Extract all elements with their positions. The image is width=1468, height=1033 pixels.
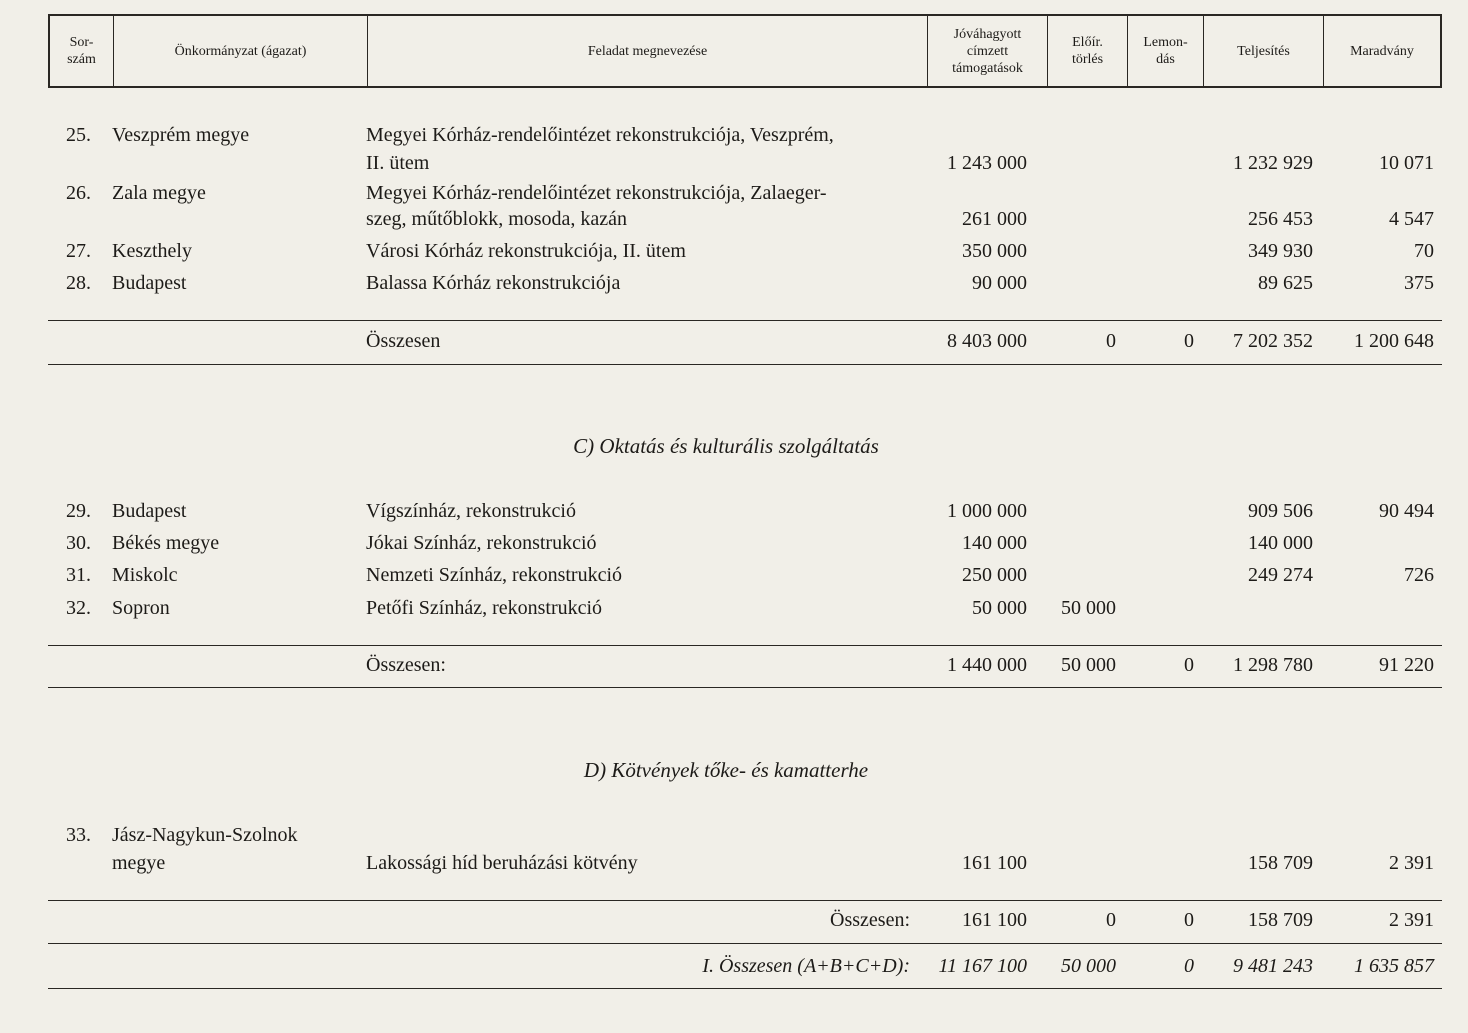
header-serial: Sor- szám [50,16,114,86]
total-approved: 1 440 000 [947,654,1027,676]
row-municipality: Békés megye [112,532,220,554]
row-completion: 249 274 [1248,564,1313,586]
divider [48,364,1442,365]
row-number: 31. [66,564,91,586]
header-deletion: Előír. törlés [1048,16,1128,86]
header-waiver: Lemon- dás [1128,16,1204,86]
row-number: 33. [66,824,91,846]
row-task-line1: Vígszínház, rekonstrukció [366,500,576,522]
row-task-line2: szeg, műtőblokk, mosoda, kazán [366,208,628,230]
header-completion: Teljesítés [1204,16,1324,86]
row-approved: 250 000 [962,564,1027,586]
divider [48,988,1442,989]
row-completion: 349 930 [1248,240,1313,262]
table-header [48,14,1442,88]
row-completion: 909 506 [1248,500,1313,522]
row-task-line1: Városi Kórház rekonstrukciója, II. ütem [366,240,686,262]
row-task-line1: Balassa Kórház rekonstrukciója [366,272,621,294]
header-approved: Jóváhagyott címzett támogatások [928,16,1048,86]
row-number: 26. [66,182,91,204]
row-approved: 261 000 [962,208,1027,230]
row-remainder: 375 [1404,272,1434,294]
row-completion: 89 625 [1258,272,1313,294]
total-approved: 161 100 [962,909,1027,931]
row-number: 27. [66,240,91,262]
row-municipality: Veszprém megye [112,124,250,146]
grand-total-approved: 11 167 100 [938,955,1027,977]
row-approved: 1 000 000 [947,500,1027,522]
total-waiver: 0 [1184,909,1194,931]
row-number: 32. [66,597,91,619]
total-completion: 1 298 780 [1233,654,1313,676]
row-municipality: Budapest [112,272,187,294]
divider [48,320,1442,321]
row-completion: 158 709 [1248,852,1313,874]
row-task-line1: Megyei Kórház-rendelőintézet rekonstrukciója, Zalaeger- [366,182,827,204]
row-municipality: Budapest [112,500,187,522]
row-approved: 350 000 [962,240,1027,262]
header-municipality: Önkormányzat (ágazat) [114,16,368,86]
row-municipality-line1: Jász-Nagykun-Szolnok [112,824,298,846]
total-remainder: 2 391 [1389,909,1434,931]
row-number: 30. [66,532,91,554]
row-deletion: 50 000 [1061,597,1116,619]
section-title: C) Oktatás és kulturális szolgáltatás [573,434,879,458]
grand-total-deletion: 50 000 [1061,955,1116,977]
row-municipality: Miskolc [112,564,178,586]
row-municipality: Sopron [112,597,170,619]
total-remainder: 1 200 648 [1354,330,1434,352]
total-deletion: 0 [1106,330,1116,352]
divider [48,645,1442,646]
divider [48,900,1442,901]
row-number: 28. [66,272,91,294]
row-approved: 90 000 [972,272,1027,294]
row-completion: 256 453 [1248,208,1313,230]
row-remainder: 2 391 [1389,852,1434,874]
row-task-line1: Petőfi Színház, rekonstrukció [366,597,603,619]
row-approved: 161 100 [962,852,1027,874]
section-title: D) Kötvények tőke- és kamatterhe [583,758,869,782]
divider [48,943,1442,944]
row-task-line2: II. ütem [366,152,430,174]
row-remainder: 90 494 [1379,500,1434,522]
divider [48,687,1442,688]
row-task-line1: Nemzeti Színház, rekonstrukció [366,564,623,586]
row-approved: 140 000 [962,532,1027,554]
row-remainder: 70 [1414,240,1434,262]
row-task-line1: Lakossági híd beruházási kötvény [366,852,638,874]
total-label: Összesen [366,330,441,352]
total-completion: 7 202 352 [1233,330,1313,352]
row-municipality-line2: megye [112,852,166,874]
total-deletion: 0 [1106,909,1116,931]
total-deletion: 50 000 [1061,654,1116,676]
row-municipality: Zala megye [112,182,206,204]
row-number: 29. [66,500,91,522]
row-remainder: 10 071 [1379,152,1434,174]
row-approved: 50 000 [972,597,1027,619]
row-remainder: 4 547 [1389,208,1434,230]
row-completion: 140 000 [1248,532,1313,554]
grand-total-label: I. Összesen (A+B+C+D): [702,955,910,977]
total-label: Összesen: [830,909,910,931]
header-task: Feladat megnevezése [368,16,928,86]
total-remainder: 91 220 [1379,654,1434,676]
row-remainder: 726 [1404,564,1434,586]
total-waiver: 0 [1184,654,1194,676]
row-completion: 1 232 929 [1233,152,1313,174]
header-remainder: Maradvány [1350,43,1414,59]
row-task-line1: Jókai Színház, rekonstrukció [366,532,597,554]
total-approved: 8 403 000 [947,330,1027,352]
total-completion: 158 709 [1248,909,1313,931]
grand-total-remainder: 1 635 857 [1354,955,1434,977]
row-approved: 1 243 000 [947,152,1027,174]
grand-total-completion: 9 481 243 [1233,955,1313,977]
row-number: 25. [66,124,91,146]
total-waiver: 0 [1184,330,1194,352]
row-municipality: Keszthely [112,240,192,262]
row-task-line1: Megyei Kórház-rendelőintézet rekonstrukciója, Veszprém, [366,124,834,146]
total-label: Összesen: [366,654,446,676]
grand-total-waiver: 0 [1184,955,1194,977]
